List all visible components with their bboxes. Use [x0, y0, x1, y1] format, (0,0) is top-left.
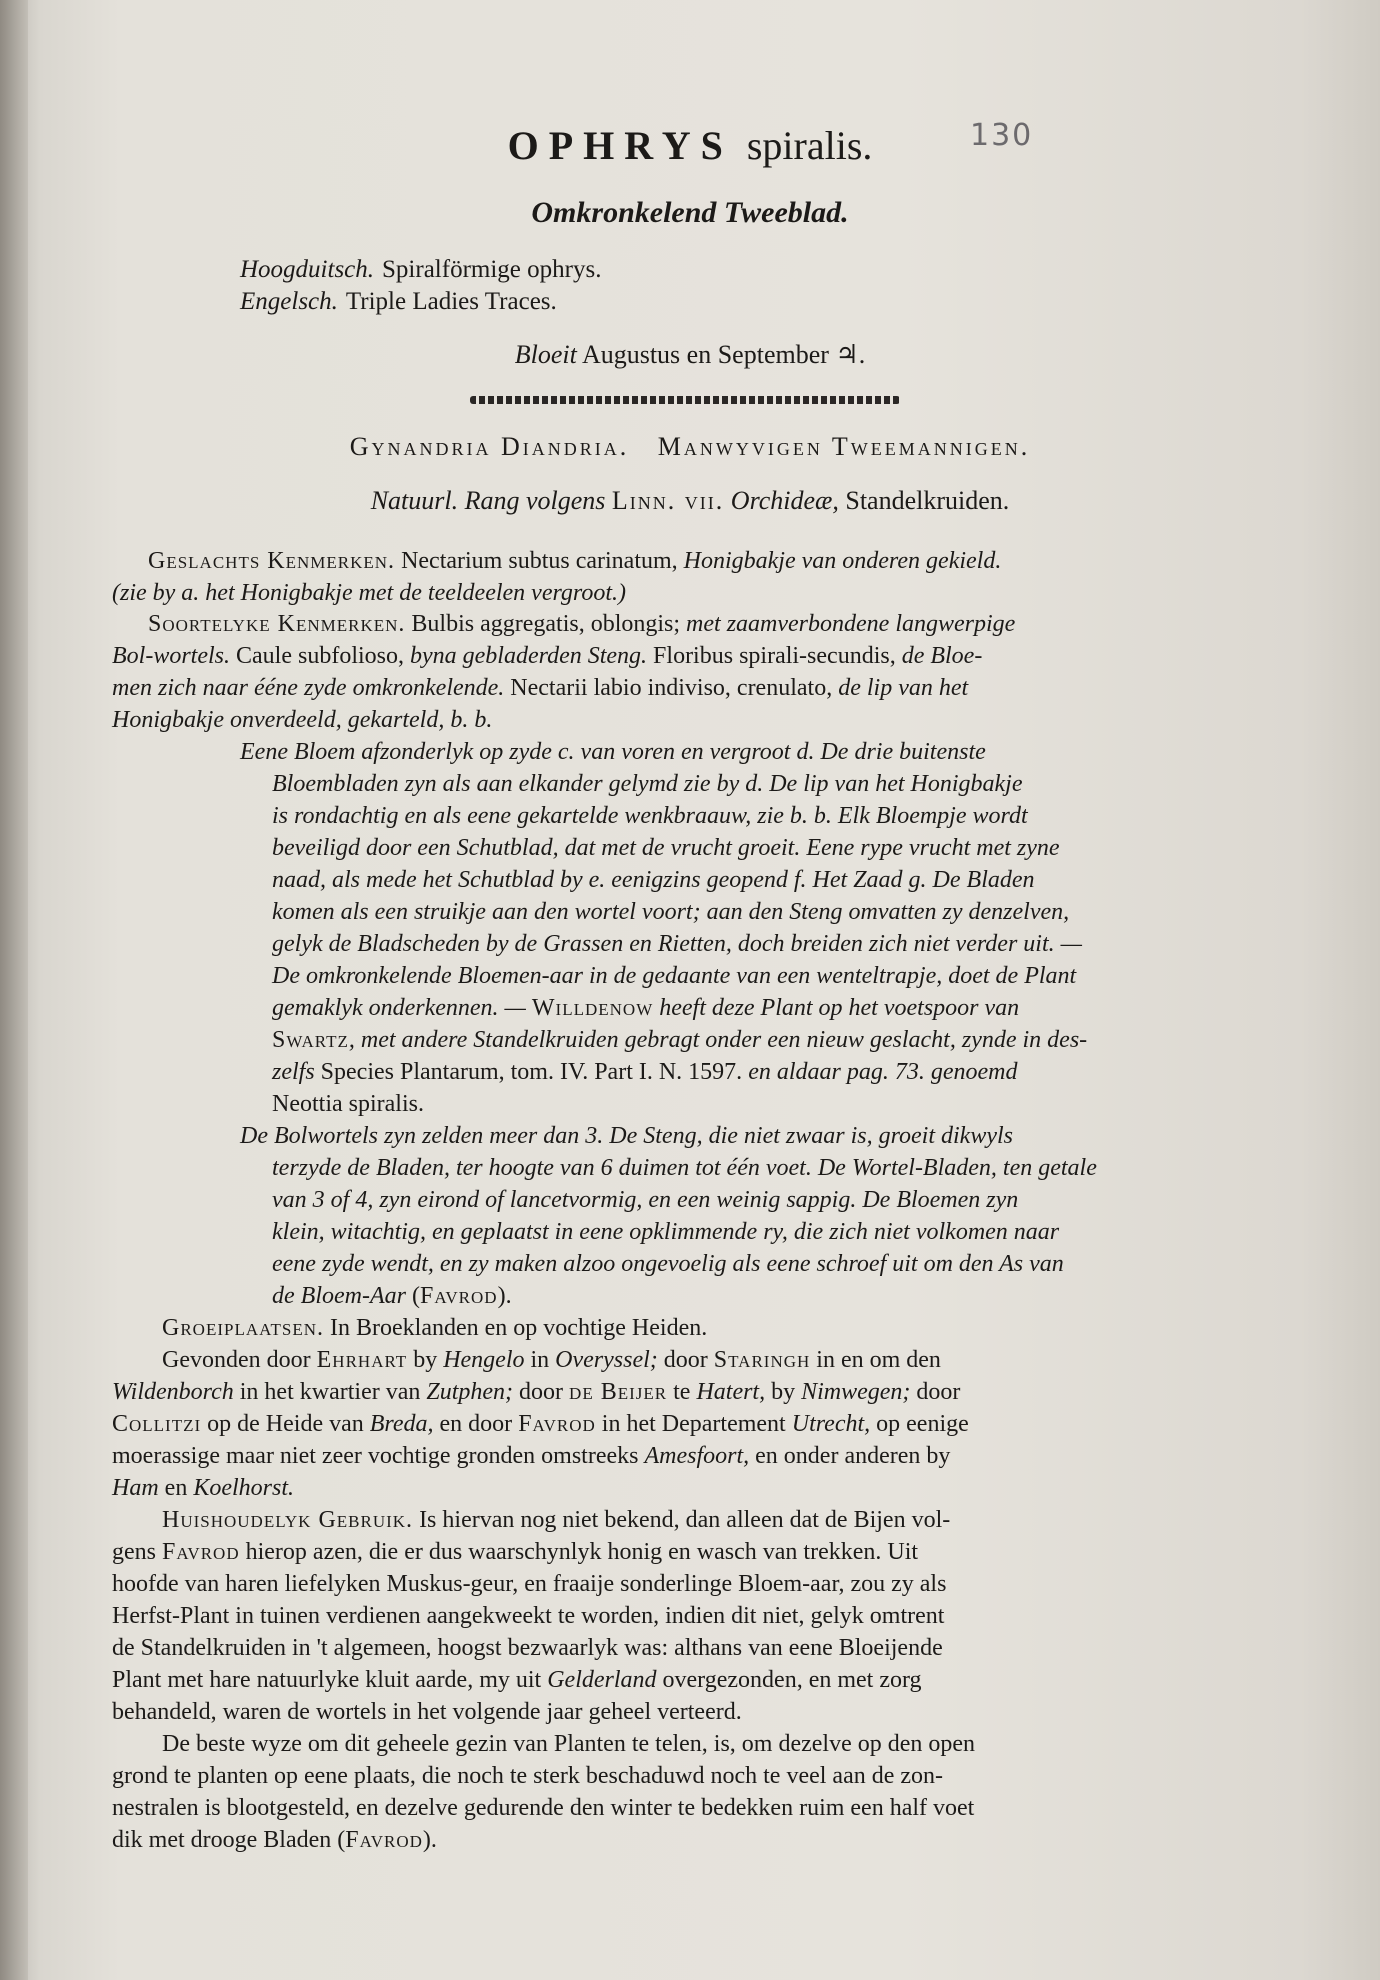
text-line [162, 1347, 941, 1375]
vernacular-lang: Engelsch. [240, 288, 338, 315]
text-segment: terzyde de Bladen, ter hoogte van 6 duimen tot één voet. De Wortel-Bladen, ten getale [272, 1155, 1097, 1181]
text-segment: Favrod [419, 1283, 498, 1309]
text-segment: heeft deze Plant op het voetspoor van [653, 995, 1020, 1021]
text-segment: (zie by a. het Honigbakje met de teeldeelen vergroot.) [112, 580, 627, 606]
text-segment: Plant met hare natuurlyke kluit aarde, my uit [112, 1667, 548, 1693]
text-segment: dik met drooge Bladen ( [112, 1827, 346, 1853]
text-line [272, 1187, 1018, 1215]
text-line [240, 739, 986, 767]
vernacular-lang: Hoogduitsch. [240, 256, 375, 283]
text-segment: naad, als mede het Schutblad by e. eenigzins geopend f. Het Zaad g. De Bladen [272, 867, 1035, 893]
flowering-time [0, 340, 1380, 370]
flowering-text: Augustus en September ♃. [581, 340, 866, 369]
text-segment: Swartz [272, 1027, 349, 1053]
text-segment: en aldaar pag. 73. genoemd [748, 1059, 1018, 1085]
text-line [112, 1667, 922, 1695]
text-segment: Nimwegen; [801, 1379, 911, 1405]
text-line [272, 1027, 1087, 1055]
text-segment: de Bloe- [901, 643, 983, 669]
text-line [112, 675, 968, 703]
text-segment: Koelhorst. [193, 1475, 295, 1501]
text-segment: Is hiervan nog niet bekend, dan alleen dat de Bijen vol- [413, 1507, 951, 1533]
text-segment: van 3 of 4, zyn eirond of lancetvormig, en een weinig sappig. De Bloemen zyn [272, 1187, 1019, 1213]
text-segment: by [765, 1379, 802, 1405]
text-line [112, 707, 492, 735]
text-line [112, 1539, 918, 1567]
text-segment: gelyk de Bladscheden by de Grassen en Rietten, doch breiden zich niet verder uit. — [272, 931, 1082, 957]
text-line [112, 1635, 943, 1663]
text-segment: Species Plantarum, tom. IV. Part I. N. 1597. [314, 1059, 749, 1085]
text-segment: Willdenow [531, 995, 654, 1021]
text-segment: Honigbakje onverdeeld, gekarteld, b. b. [112, 707, 493, 733]
text-segment: komen als een struikje aan den wortel voort; aan den Steng omvatten zy denzelven, [272, 899, 1070, 925]
text-segment: Collitzi [112, 1411, 202, 1437]
text-segment: Overyssel; [555, 1347, 658, 1373]
text-segment: te [667, 1379, 697, 1405]
text-segment: byna gebladerden Steng. [410, 643, 648, 669]
text-line [272, 1155, 1097, 1183]
natural-order-dutch: Standelkruiden. [845, 486, 1010, 515]
text-segment: Hatert, [696, 1379, 766, 1405]
text-segment: Ehrhart [316, 1347, 408, 1373]
text-line [112, 580, 626, 608]
natural-order [0, 486, 1380, 516]
text-segment: Favrod [162, 1539, 240, 1565]
text-segment: Ham [112, 1475, 159, 1501]
text-segment: Staringh [713, 1347, 811, 1373]
text-line [272, 771, 1022, 799]
text-line [272, 867, 1035, 895]
ornament-divider [470, 396, 900, 404]
text-segment: , met andere Standelkruiden gebragt onder een nieuw geslacht, zynde in des- [348, 1027, 1088, 1053]
text-segment: moerassige maar niet zeer vochtige gronden omstreeks [112, 1443, 645, 1469]
text-segment: Bulbis aggregatis, oblongis; [405, 611, 687, 637]
text-segment: Bloembladen zyn als aan elkander gelymd zie by d. De lip van het Honigbakje [272, 771, 1023, 797]
text-line [112, 1795, 974, 1823]
text-segment: eene zyde wendt, en zy maken alzoo ongevoelig als eene schroef uit om den As van [272, 1251, 1064, 1277]
pencil-page-number: 130 [970, 118, 1034, 153]
text-line [272, 1219, 1059, 1247]
text-segment: Herfst-Plant in tuinen verdienen aangekweekt te worden, indien dit niet, gelyk omtrent [112, 1603, 945, 1629]
natural-order-linn: Linn. vii. [611, 486, 725, 515]
text-segment: Wildenborch [112, 1379, 234, 1405]
text-line [112, 643, 982, 671]
text-line [112, 1443, 950, 1471]
text-line [112, 1571, 946, 1599]
text-line [272, 803, 1028, 831]
text-segment: by [407, 1347, 444, 1373]
text-segment: In Broeklanden en op vochtige Heiden. [324, 1315, 708, 1341]
text-segment: gemaklyk onderkennen. — [272, 995, 532, 1021]
text-segment: klein, witachtig, en geplaatst in eene opklimmende ry, die zich niet volkomen naar [272, 1219, 1060, 1245]
text-line [112, 1379, 960, 1407]
text-line [162, 1507, 950, 1535]
text-segment: Eene Bloem afzonderlyk op zyde c. van voren en vergroot d. De drie buitenste [240, 739, 986, 765]
text-segment: Hengelo [443, 1347, 525, 1373]
text-line [272, 899, 1069, 927]
text-segment: Gevonden door [162, 1347, 317, 1373]
text-segment: Zutphen; [426, 1379, 514, 1405]
text-segment: Nectarii labio indiviso, crenulato, [504, 675, 839, 701]
text-segment: Favrod [518, 1411, 596, 1437]
natural-order-label: Natuurl. Rang volgens [370, 486, 606, 515]
text-segment: de Standelkruiden in 't algemeen, hoogst bezwaarlyk was: althans van eene Bloeijende [112, 1635, 943, 1661]
text-segment: de Beijer [569, 1379, 668, 1405]
text-line [272, 835, 1060, 863]
text-segment: Soortelyke Kenmerken. [148, 611, 406, 637]
text-line [272, 1091, 424, 1119]
species-name: spiralis. [746, 123, 873, 168]
text-segment: Nectarium subtus carinatum, [395, 548, 684, 574]
vernacular-german [240, 256, 601, 284]
text-segment: grond te planten op eene plaats, die noch te sterk beschaduwd noch te veel aan de zon- [112, 1763, 944, 1789]
text-segment: door [910, 1379, 961, 1405]
text-line [112, 1603, 944, 1631]
text-line [148, 548, 1001, 576]
text-segment: Favrod [345, 1827, 423, 1853]
linnaean-class [0, 432, 1380, 462]
text-segment: ). [422, 1827, 437, 1853]
text-segment: hierop azen, die er dus waarschynlyk honig en wasch van trekken. Uit [239, 1539, 919, 1565]
text-segment: zelfs [272, 1059, 315, 1085]
text-line [112, 1475, 294, 1503]
text-segment: behandeld, waren de wortels in het volgende jaar geheel verteerd. [112, 1699, 742, 1725]
text-segment: in het Departement [595, 1411, 792, 1437]
dutch-name: Omkronkelend Tweeblad. [531, 196, 849, 229]
text-segment: beveiligd door een Schutblad, dat met de vrucht groeit. Eene rype vrucht met zyne [272, 835, 1060, 861]
text-segment: Utrecht, [791, 1411, 871, 1437]
text-line [162, 1731, 975, 1759]
text-segment: ). [497, 1283, 512, 1309]
text-line [272, 931, 1082, 959]
text-segment: men zich naar ééne zyde omkronkelende. [112, 675, 505, 701]
text-segment: de Bloem-Aar [272, 1283, 406, 1309]
text-line [162, 1315, 707, 1343]
text-segment: in en om den [810, 1347, 941, 1373]
text-line [272, 1283, 512, 1311]
text-segment: door [657, 1347, 714, 1373]
text-segment: in [524, 1347, 556, 1373]
genus-name: OPHRYS [507, 123, 733, 168]
text-line [272, 1059, 1017, 1087]
text-line [112, 1699, 742, 1727]
text-segment: Floribus spirali-secundis, [647, 643, 902, 669]
text-segment: Breda, [369, 1411, 434, 1437]
text-segment: Groeiplaatsen. [162, 1315, 325, 1341]
text-segment: Honigbakje van onderen gekield. [683, 548, 1002, 574]
text-segment: Caule subfolioso, [230, 643, 410, 669]
text-segment: en door [433, 1411, 519, 1437]
text-segment: is rondachtig en als eene gekartelde wenkbraauw, zie b. b. Elk Bloempje wordt [272, 803, 1028, 829]
text-segment: met zaamverbondene langwerpige [686, 611, 1016, 637]
class-dutch: Manwyvigen Tweemannigen. [657, 432, 1031, 461]
text-segment: gens [112, 1539, 162, 1565]
text-line [112, 1763, 943, 1791]
text-line [148, 611, 1015, 639]
vernacular-text: Triple Ladies Traces. [345, 288, 557, 315]
natural-order-name: Orchideæ, [730, 486, 839, 515]
text-segment: en [158, 1475, 194, 1501]
text-segment: op eenige [870, 1411, 969, 1437]
vernacular-text: Spiralförmige ophrys. [382, 256, 602, 283]
text-line [272, 995, 1019, 1023]
vernacular-english [240, 288, 557, 316]
text-segment: Geslachts Kenmerken. [148, 548, 396, 574]
text-segment: de lip van het [838, 675, 969, 701]
text-segment: en onder anderen by [749, 1443, 951, 1469]
text-segment: door [513, 1379, 570, 1405]
text-segment: op de Heide van [201, 1411, 370, 1437]
text-segment: De omkronkelende Bloemen-aar in de gedaante van een wenteltrapje, doet de Plant [272, 963, 1077, 989]
text-segment: Gelderland [547, 1667, 657, 1693]
text-segment: ( [405, 1283, 420, 1309]
page-gutter [0, 0, 28, 1980]
text-segment: overgezonden, en met zorg [656, 1667, 922, 1693]
text-segment: Amesfoort, [644, 1443, 750, 1469]
class-latin: Gynandria Diandria. [349, 432, 630, 461]
text-segment: Huishoudelyk Gebruik. [162, 1507, 414, 1533]
text-segment: De Bolwortels zyn zelden meer dan 3. De Steng, die niet zwaar is, groeit dikwyls [240, 1123, 1014, 1149]
text-line [240, 1123, 1013, 1151]
text-segment: De beste wyze om dit geheele gezin van Planten te telen, is, om dezelve op den open [162, 1731, 976, 1757]
text-segment: Neottia spiralis. [272, 1091, 424, 1117]
flowering-label: Bloeit [514, 340, 577, 369]
text-segment: Bol-wortels. [112, 643, 230, 669]
page-title [0, 122, 1380, 169]
text-line [112, 1411, 969, 1439]
text-line [272, 1251, 1064, 1279]
text-segment: nestralen is blootgesteld, en dezelve gedurende den winter te bedekken ruim een half voet [112, 1795, 975, 1821]
text-line [272, 963, 1076, 991]
text-segment: in het kwartier van [233, 1379, 427, 1405]
text-segment: hoofde van haren liefelyken Muskus-geur, en fraaije sonderlinge Bloem-aar, zou zy als [112, 1571, 947, 1597]
text-line [112, 1827, 437, 1855]
